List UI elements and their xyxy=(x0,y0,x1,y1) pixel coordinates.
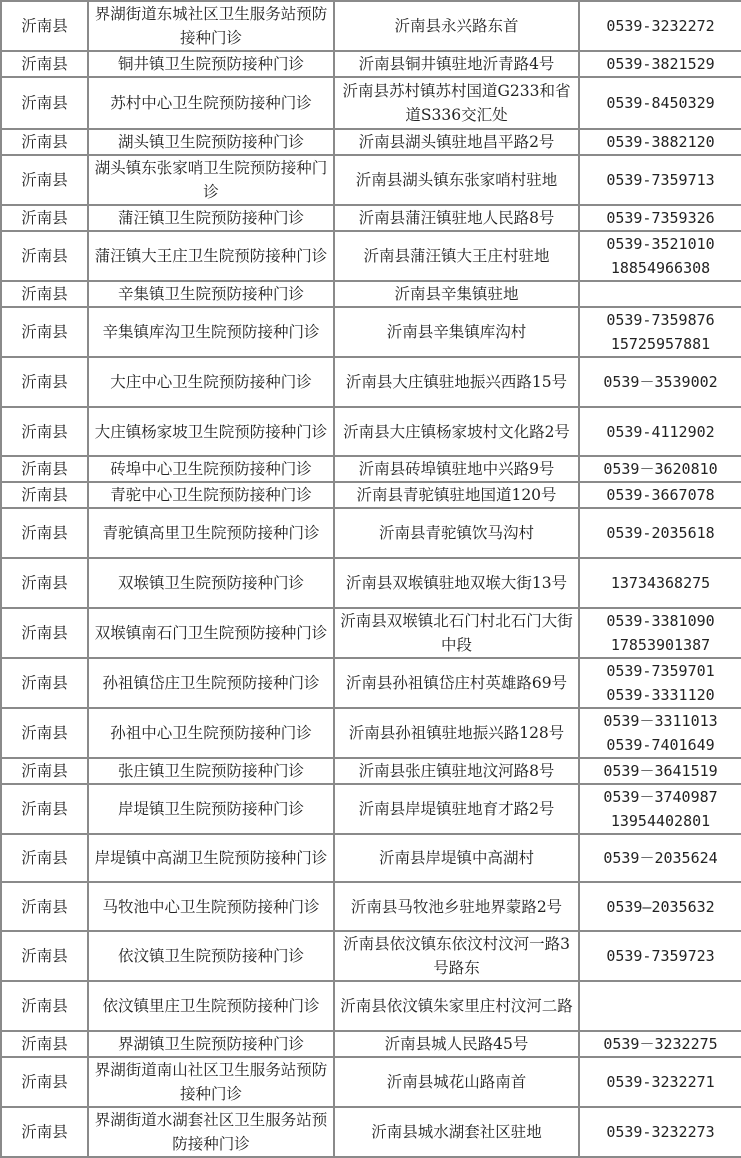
clinic-name-cell: 辛集镇卫生院预防接种门诊 xyxy=(88,281,334,307)
phone-cell xyxy=(579,482,741,508)
table-row xyxy=(1,708,741,758)
address-cell: 沂南县城水湖套社区驻地 xyxy=(334,1107,579,1157)
county-cell: 沂南县 xyxy=(1,834,88,882)
table-row xyxy=(1,834,741,882)
table-row xyxy=(1,931,741,981)
table-row xyxy=(1,51,741,77)
county-cell: 沂南县 xyxy=(1,482,88,508)
clinic-name-cell: 蒲汪镇大王庄卫生院预防接种门诊 xyxy=(88,231,334,281)
table-row xyxy=(1,155,741,205)
county-cell: 沂南县 xyxy=(1,77,88,129)
clinic-name-cell: 苏村中心卫生院预防接种门诊 xyxy=(88,77,334,129)
table-row xyxy=(1,1031,741,1057)
address-cell: 沂南县岸堤镇中高湖村 xyxy=(334,834,579,882)
phone-number: 0539－3740987 xyxy=(603,788,718,806)
phone-cell xyxy=(579,1031,741,1057)
clinic-name-cell: 孙祖中心卫生院预防接种门诊 xyxy=(88,708,334,758)
phone-cell xyxy=(579,51,741,77)
phone-cell xyxy=(579,407,741,456)
phone-number: 15725957881 xyxy=(610,335,711,353)
table-row xyxy=(1,1,741,51)
phone-cell xyxy=(579,155,741,205)
phone-cell xyxy=(579,129,741,155)
table-row xyxy=(1,784,741,834)
table-row xyxy=(1,129,741,155)
phone-number: 0539-3232273 xyxy=(606,1123,715,1141)
phone-number: 0539-3381090 xyxy=(606,612,715,630)
phone-number: 0539-7359713 xyxy=(606,171,715,189)
phone-cell xyxy=(579,1,741,51)
county-cell: 沂南县 xyxy=(1,307,88,357)
clinic-name-cell: 马牧池中心卫生院预防接种门诊 xyxy=(88,882,334,931)
table-body xyxy=(1,1,741,1157)
county-cell: 沂南县 xyxy=(1,1107,88,1157)
phone-cell xyxy=(579,77,741,129)
phone-cell xyxy=(579,1107,741,1157)
county-cell: 沂南县 xyxy=(1,51,88,77)
clinic-name-cell: 双堠镇南石门卫生院预防接种门诊 xyxy=(88,608,334,658)
county-cell: 沂南县 xyxy=(1,407,88,456)
phone-number: 0539-7359326 xyxy=(606,209,715,227)
phone-cell xyxy=(579,307,741,357)
clinic-name-cell: 铜井镇卫生院预防接种门诊 xyxy=(88,51,334,77)
clinic-name-cell: 青驼镇高里卫生院预防接种门诊 xyxy=(88,508,334,558)
phone-number: 0539－3311013 xyxy=(603,712,718,730)
clinic-name-cell: 界湖镇卫生院预防接种门诊 xyxy=(88,1031,334,1057)
phone-number: 0539-7359701 xyxy=(606,662,715,680)
county-cell: 沂南县 xyxy=(1,931,88,981)
address-cell: 沂南县辛集镇库沟村 xyxy=(334,307,579,357)
address-cell: 沂南县湖头镇驻地昌平路2号 xyxy=(334,129,579,155)
clinic-name-cell: 界湖街道东城社区卫生服务站预防接种门诊 xyxy=(88,1,334,51)
phone-number: 17853901387 xyxy=(610,636,711,654)
phone-cell xyxy=(579,882,741,931)
clinic-name-cell: 岸堤镇中高湖卫生院预防接种门诊 xyxy=(88,834,334,882)
phone-number: 0539－3641519 xyxy=(603,762,718,780)
table-row xyxy=(1,1107,741,1157)
county-cell: 沂南县 xyxy=(1,281,88,307)
phone-number: 0539－2035624 xyxy=(603,849,718,867)
address-cell: 沂南县蒲汪镇驻地人民路8号 xyxy=(334,205,579,231)
phone-cell xyxy=(579,608,741,658)
county-cell: 沂南县 xyxy=(1,129,88,155)
phone-number: 0539－3232275 xyxy=(603,1035,718,1053)
phone-number: 0539-3232271 xyxy=(606,1073,715,1091)
phone-number: 13734368275 xyxy=(610,574,711,592)
address-cell: 沂南县大庄镇杨家坡村文化路2号 xyxy=(334,407,579,456)
table-row xyxy=(1,456,741,482)
address-cell: 沂南县永兴路东首 xyxy=(334,1,579,51)
county-cell: 沂南县 xyxy=(1,784,88,834)
phone-cell xyxy=(579,784,741,834)
address-cell: 沂南县依汶镇东依汶村汶河一路3号路东 xyxy=(334,931,579,981)
clinic-name-cell: 大庄中心卫生院预防接种门诊 xyxy=(88,357,334,407)
county-cell: 沂南县 xyxy=(1,658,88,708)
phone-number: 0539-3331120 xyxy=(606,686,715,704)
phone-cell xyxy=(579,456,741,482)
phone-cell xyxy=(579,931,741,981)
phone-cell xyxy=(579,658,741,708)
phone-cell xyxy=(579,508,741,558)
phone-cell xyxy=(579,558,741,608)
address-cell: 沂南县岸堤镇驻地育才路2号 xyxy=(334,784,579,834)
address-cell: 沂南县城人民路45号 xyxy=(334,1031,579,1057)
clinic-name-cell: 大庄镇杨家坡卫生院预防接种门诊 xyxy=(88,407,334,456)
address-cell: 沂南县马牧池乡驻地界蒙路2号 xyxy=(334,882,579,931)
address-cell: 沂南县双堠镇驻地双堠大街13号 xyxy=(334,558,579,608)
clinic-name-cell: 湖头镇东张家哨卫生院预防接种门诊 xyxy=(88,155,334,205)
phone-number: 0539-3521010 xyxy=(606,235,715,253)
clinic-name-cell: 蒲汪镇卫生院预防接种门诊 xyxy=(88,205,334,231)
phone-number: 0539-8450329 xyxy=(606,94,715,112)
table-row xyxy=(1,558,741,608)
clinic-name-cell: 依汶镇里庄卫生院预防接种门诊 xyxy=(88,981,334,1031)
phone-cell xyxy=(579,981,741,1031)
table-row xyxy=(1,981,741,1031)
table-row xyxy=(1,231,741,281)
phone-number: 0539-2035618 xyxy=(606,524,715,542)
table-row xyxy=(1,307,741,357)
phone-cell xyxy=(579,231,741,281)
county-cell: 沂南县 xyxy=(1,205,88,231)
clinic-name-cell: 孙祖镇岱庄卫生院预防接种门诊 xyxy=(88,658,334,708)
phone-cell xyxy=(579,758,741,784)
county-cell: 沂南县 xyxy=(1,558,88,608)
phone-number: 0539－3620810 xyxy=(603,460,718,478)
phone-number: 0539—2035632 xyxy=(606,897,715,916)
county-cell: 沂南县 xyxy=(1,231,88,281)
clinic-name-cell: 砖埠中心卫生院预防接种门诊 xyxy=(88,456,334,482)
phone-cell xyxy=(579,834,741,882)
address-cell: 沂南县城花山路南首 xyxy=(334,1057,579,1107)
address-cell: 沂南县苏村镇苏村国道G233和省道S336交汇处 xyxy=(334,77,579,129)
table-row xyxy=(1,758,741,784)
phone-cell xyxy=(579,708,741,758)
table-row xyxy=(1,1057,741,1107)
clinic-name-cell: 岸堤镇卫生院预防接种门诊 xyxy=(88,784,334,834)
phone-cell xyxy=(579,357,741,407)
phone-cell xyxy=(579,205,741,231)
address-cell: 沂南县张庄镇驻地汶河路8号 xyxy=(334,758,579,784)
phone-number: 0539-3821529 xyxy=(606,55,715,73)
table-row xyxy=(1,281,741,307)
address-cell: 沂南县蒲汪镇大王庄村驻地 xyxy=(334,231,579,281)
table-row xyxy=(1,508,741,558)
clinic-name-cell: 依汶镇卫生院预防接种门诊 xyxy=(88,931,334,981)
table-row xyxy=(1,608,741,658)
phone-number: 18854966308 xyxy=(610,259,711,277)
county-cell: 沂南县 xyxy=(1,1031,88,1057)
county-cell: 沂南县 xyxy=(1,708,88,758)
address-cell: 沂南县孙祖镇驻地振兴路128号 xyxy=(334,708,579,758)
county-cell: 沂南县 xyxy=(1,1,88,51)
phone-number: 0539－3539002 xyxy=(603,373,718,391)
address-cell: 沂南县双堠镇北石门村北石门大街中段 xyxy=(334,608,579,658)
phone-number: 0539-7359876 xyxy=(606,311,715,329)
county-cell: 沂南县 xyxy=(1,508,88,558)
county-cell: 沂南县 xyxy=(1,981,88,1031)
clinic-name-cell: 湖头镇卫生院预防接种门诊 xyxy=(88,129,334,155)
phone-number: 0539-3882120 xyxy=(606,133,715,151)
clinic-name-cell: 界湖街道南山社区卫生服务站预防接种门诊 xyxy=(88,1057,334,1107)
address-cell: 沂南县砖埠镇驻地中兴路9号 xyxy=(334,456,579,482)
phone-number: 0539-4112902 xyxy=(606,422,715,441)
county-cell: 沂南县 xyxy=(1,882,88,931)
clinic-name-cell: 张庄镇卫生院预防接种门诊 xyxy=(88,758,334,784)
phone-number: 0539-3667078 xyxy=(606,486,715,504)
county-cell: 沂南县 xyxy=(1,357,88,407)
phone-number: 0539-7359723 xyxy=(606,947,715,965)
address-cell: 沂南县孙祖镇岱庄村英雄路69号 xyxy=(334,658,579,708)
address-cell: 沂南县大庄镇驻地振兴西路15号 xyxy=(334,357,579,407)
county-cell: 沂南县 xyxy=(1,758,88,784)
phone-cell xyxy=(579,1057,741,1107)
address-cell: 沂南县依汶镇朱家里庄村汶河二路 xyxy=(334,981,579,1031)
table-row xyxy=(1,658,741,708)
table-row xyxy=(1,407,741,456)
phone-number: 0539-3232272 xyxy=(606,17,715,35)
phone-cell xyxy=(579,281,741,307)
county-cell: 沂南县 xyxy=(1,1057,88,1107)
table-row xyxy=(1,77,741,129)
address-cell: 沂南县青驼镇驻地国道120号 xyxy=(334,482,579,508)
clinic-name-cell: 界湖街道水湖套社区卫生服务站预防接种门诊 xyxy=(88,1107,334,1157)
phone-number: 0539-7401649 xyxy=(606,736,715,754)
clinic-name-cell: 辛集镇库沟卫生院预防接种门诊 xyxy=(88,307,334,357)
table-row xyxy=(1,882,741,931)
table-row xyxy=(1,205,741,231)
address-cell: 沂南县湖头镇东张家哨村驻地 xyxy=(334,155,579,205)
table-row xyxy=(1,482,741,508)
address-cell: 沂南县铜井镇驻地沂青路4号 xyxy=(334,51,579,77)
county-cell: 沂南县 xyxy=(1,608,88,658)
phone-number: 13954402801 xyxy=(610,812,711,830)
county-cell: 沂南县 xyxy=(1,456,88,482)
table-row xyxy=(1,357,741,407)
address-cell: 沂南县青驼镇饮马沟村 xyxy=(334,508,579,558)
address-cell: 沂南县辛集镇驻地 xyxy=(334,281,579,307)
clinic-name-cell: 双堠镇卫生院预防接种门诊 xyxy=(88,558,334,608)
clinic-name-cell: 青驼中心卫生院预防接种门诊 xyxy=(88,482,334,508)
county-cell: 沂南县 xyxy=(1,155,88,205)
